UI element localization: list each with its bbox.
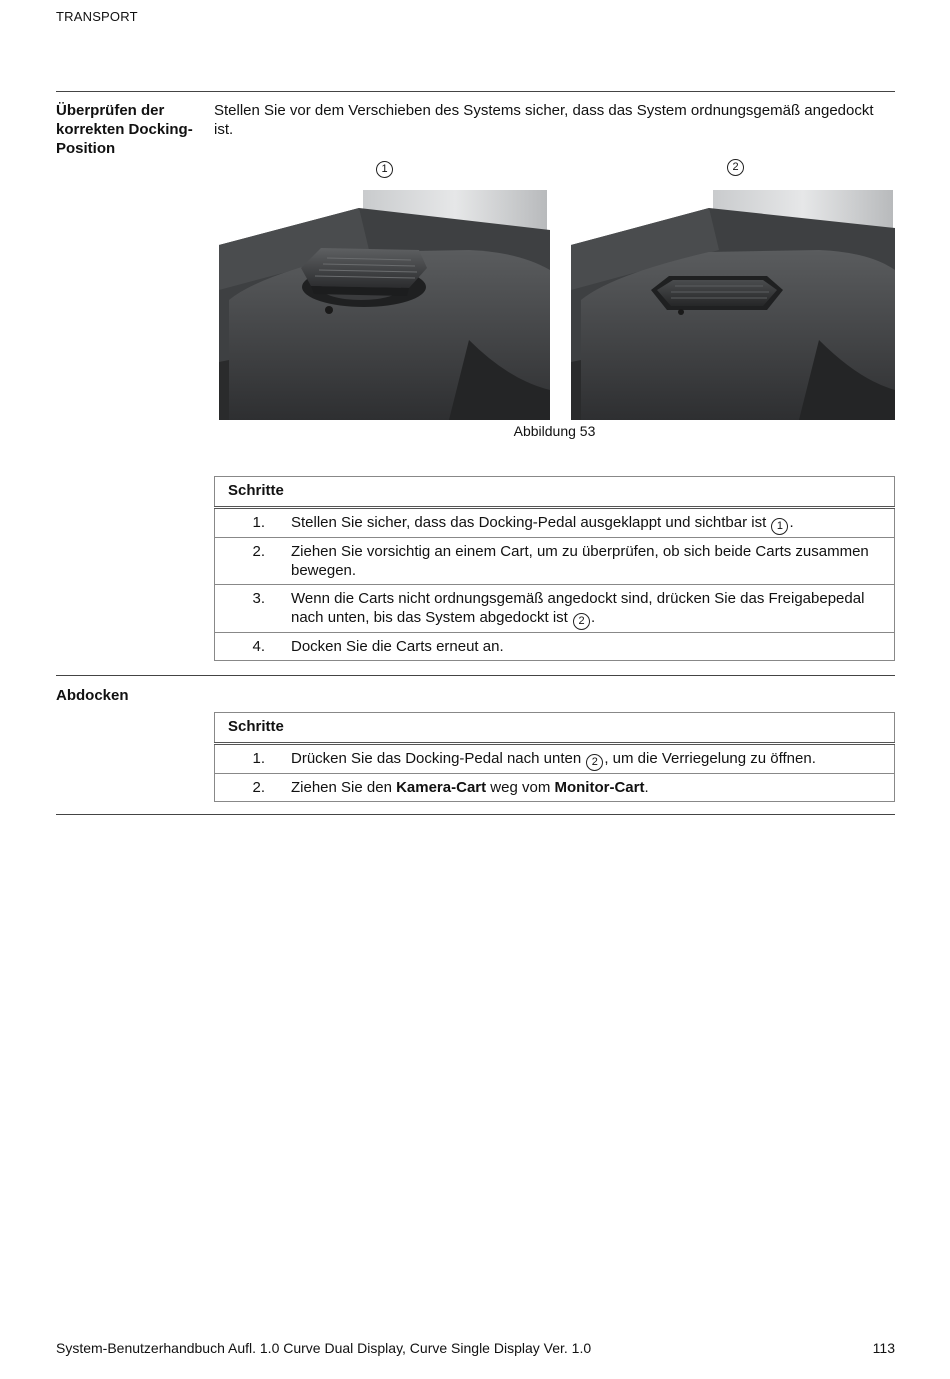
- step-number: 2.: [215, 774, 286, 802]
- table-row: [215, 633, 895, 661]
- table-row: [215, 744, 895, 774]
- step-number: 1.: [215, 744, 286, 774]
- figure-callout-1: 1: [376, 161, 393, 178]
- steps-table-docking-check: [214, 476, 895, 661]
- step-text: Ziehen Sie den Kamera-Cart weg vom Monitor-Cart.: [285, 774, 895, 802]
- section-divider: [56, 91, 895, 92]
- running-header: TRANSPORT: [56, 9, 138, 24]
- table-header: Schritte: [215, 713, 895, 744]
- page-number: 113: [872, 1340, 895, 1356]
- footer-text: System-Benutzerhandbuch Aufl. 1.0 Curve Dual Display, Curve Single Display Ver. 1.0: [56, 1340, 592, 1356]
- step-number: 4.: [215, 633, 286, 661]
- section-heading-undocking: Abdocken: [56, 687, 129, 704]
- step-text: Docken Sie die Carts erneut an.: [285, 633, 895, 661]
- section-heading-docking-check: Überprüfen der korrekten Docking-Position: [56, 102, 193, 157]
- step-text: Stellen Sie sicher, dass das Docking-Pedal ausgeklappt und sichtbar ist 1 .: [285, 508, 895, 538]
- steps-table-undocking: [214, 712, 895, 802]
- photo-pedal-unfolded: [219, 190, 550, 420]
- callout-2: 2: [573, 613, 590, 630]
- step-text: Ziehen Sie vorsichtig an einem Cart, um zu überprüfen, ob sich beide Carts zusammen bewegen.: [285, 538, 895, 585]
- figure-callout-2: 2: [727, 159, 744, 176]
- table-header: Schritte: [215, 477, 895, 508]
- figure-caption: Abbildung 53: [513, 423, 596, 439]
- step-number: 1.: [215, 508, 286, 538]
- callout-1: 1: [771, 518, 788, 535]
- section-divider: [56, 675, 895, 676]
- table-row: [215, 508, 895, 538]
- section-divider: [56, 814, 895, 815]
- table-row: [215, 538, 895, 585]
- step-number: 2.: [215, 538, 286, 585]
- photo-pedal-docked: [571, 190, 902, 420]
- intro-paragraph: Stellen Sie vor dem Verschieben des Systems sicher, dass das System ordnungsgemäß angedockt ist.: [214, 102, 874, 138]
- table-row: [215, 774, 895, 802]
- step-number: 3.: [215, 585, 286, 633]
- step-text: Drücken Sie das Docking-Pedal nach unten 2 , um die Verriegelung zu öffnen.: [285, 744, 895, 774]
- step-text: Wenn die Carts nicht ordnungsgemäß angedockt sind, drücken Sie das Freigabepedal nach unten, bis das System abgedockt ist 2 .: [285, 585, 895, 633]
- table-row: [215, 585, 895, 633]
- callout-2: 2: [586, 754, 603, 771]
